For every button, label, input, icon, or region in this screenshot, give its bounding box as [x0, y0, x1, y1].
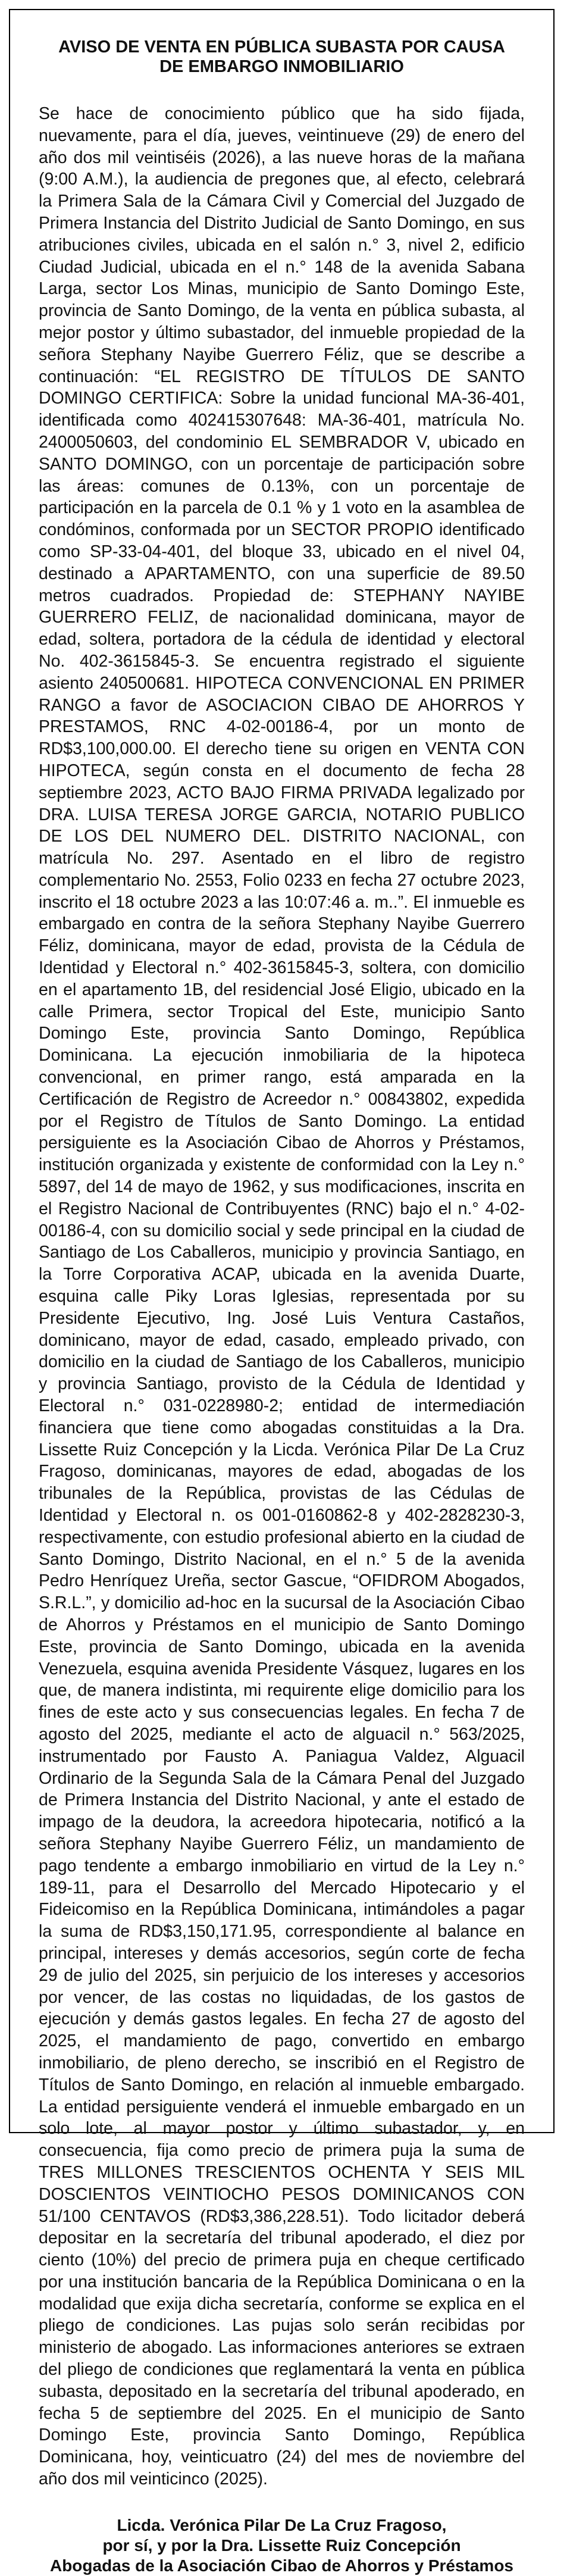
- notice-title: [39, 37, 525, 77]
- notice-title-line1: AVISO DE VENTA EN PÚBLICA SUBASTA POR CAUSA: [58, 37, 505, 57]
- signature-line2: por sí, y por la Dra. Lissette Ruiz Concepción: [102, 2536, 461, 2555]
- legal-notice: [9, 9, 555, 2575]
- signature-line1: Licda. Verónica Pilar De La Cruz Fragoso,: [117, 2515, 447, 2534]
- notice-signature: [39, 2515, 525, 2576]
- notice-title-line2: DE EMBARGO INMOBILIARIO: [159, 57, 404, 76]
- notice-body: Se hace de conocimiento público que ha sido fijada, nuevamente, para el día, jueves, veintinueve (29) de enero del año dos mil veintiséis (2026), a las nueve horas de la mañana (9:00 A.M.), la audiencia de pregones que, al efecto, celebrará la Primera Sala de la Cámara Civil y Comercial del Juzgado de Primera Instancia del Distrito Judicial de Santo Domingo, en sus atribuciones civiles, ubicada en el salón n.° 3, nivel 2, edificio Ciudad Judicial, ubicada en el n.° 148 de la avenida Sabana Larga, sector Los Minas, municipio de Santo Domingo Este, provincia de Santo Domingo, de la venta en pública subasta, al mejor postor y último subastador, del inmueble propiedad de la señora Stephany Nayibe Guerrero Féliz, que se describe a continuación: “EL REGISTRO DE TÍTULOS DE SANTO DOMINGO CERTIFICA: Sobre la unidad funcional MA-36-401, identificada como 402415307648: MA-36-401, matrícula No. 2400050603, del condominio EL SEMBRADOR V, ubicado en SANTO DOMINGO, con un porcentaje de participación sobre las áreas: comunes de 0.13%, con un porcentaje de participación en la parcela de 0.1 % y 1 voto en la asamblea de condóminos, conformada por un SECTOR PROPIO identificado como SP-33-04-401, del bloque 33, ubicado en el nivel 04, destinado a APARTAMENTO, con una superficie de 89.50 metros cuadrados. Propiedad de: STEPHANY NAYIBE GUERRERO FELIZ, de nacionalidad dominicana, mayor de edad, soltera, portadora de la cédula de identidad y electoral No. 402-3615845-3. Se encuentra registrado el siguiente asiento 240500681. HIPOTECA CONVENCIONAL EN PRIMER RANGO a favor de ASOCIACION CIBAO DE AHORROS Y PRESTAMOS, RNC 4-02-00186-4, por un monto de RD$3,100,000.00. El derecho tiene su origen en VENTA CON HIPOTECA, según consta en el documento de fecha 28 septiembre 2023, ACTO BAJO FIRMA PRIVADA legalizado por DRA. LUISA TERESA JORGE GARCIA, NOTARIO PUBLICO DE LOS DEL NUMERO DEL. DISTRITO NACIONAL, con matrícula No. 297. Asentado en el libro de registro complementario No. 2553, Folio 0233 en fecha 27 octubre 2023, inscrito el 18 octubre 2023 a las 10:07:46 a. m..”. El inmueble es embargado en contra de la señora Stephany Nayibe Guerrero Féliz, dominicana, mayor de edad, provista de la Cédula de Identidad y Electoral n.° 402-3615845-3, soltera, con domicilio en el apartamento 1B, del residencial José Eligio, ubicado en la calle Primera, sector Tropical del Este, municipio Santo Domingo Este, provincia Santo Domingo, República Dominicana. La ejecución inmobiliaria de la hipoteca convencional, en primer rango, está amparada en la Certificación de Registro de Acreedor n.° 00843802, expedida por el Registro de Títulos de Santo Domingo. La entidad persiguiente es la Asociación Cibao de Ahorros y Préstamos, institución organizada y existente de conformidad con la Ley n.° 5897, del 14 de mayo de 1962, y sus modificaciones, inscrita en el Registro Nacional de Contribuyentes (RNC) bajo el n.° 4-02-00186-4, con su domicilio social y sede principal en la ciudad de Santiago de Los Caballeros, municipio y provincia Santiago, en la Torre Corporativa ACAP, ubicada en la avenida Duarte, esquina calle Piky Loras Iglesias, representada por su Presidente Ejecutivo, Ing. José Luis Ventura Castaños, dominicano, mayor de edad, casado, empleado privado, con domicilio en la ciudad de Santiago de los Caballeros, municipio y provincia Santiago, provisto de la Cédula de Identidad y Electoral n.° 031-0228980-2; entidad de intermediación financiera que tiene como abogadas constituidas a la Dra. Lissette Ruiz Concepción y la Licda. Verónica Pilar De La Cruz Fragoso, dominicanas, mayores de edad, abogadas de los tribunales de la República, provistas de las Cédulas de Identidad y Electoral n. os 001-0160862-8 y 402-2828230-3, respectivamente, con estudio profesional abierto en la ciudad de Santo Domingo, Distrito Nacional, en el n.° 5 de la avenida Pedro Henríquez Ureña, sector Gascue, “OFIDROM Abogados, S.R.L.”, y domicilio ad-hoc en la sucursal de la Asociación Cibao de Ahorros y Préstamos en el municipio de Santo Domingo Este, provincia de Santo Domingo, ubicada en la avenida Venezuela, esquina avenida Presidente Vásquez, lugares en los que, de manera indistinta, mi requirente elige domicilio para los fines de este acto y sus consecuencias legales. En fecha 7 de agosto del 2025, mediante el acto de alguacil n.° 563/2025, instrumentado por Fausto A. Paniagua Valdez, Alguacil Ordinario de la Segunda Sala de la Cámara Penal del Juzgado de Primera Instancia del Distrito Nacional, y ante el estado de impago de la deudora, la acreedora hipotecaria, notificó a la señora Stephany Nayibe Guerrero Féliz, un mandamiento de pago tendente a embargo inmobiliario en virtud de la Ley n.° 189-11, para el Desarrollo del Mercado Hipotecario y el Fideicomiso en la República Dominicana, intimándoles a pagar la suma de RD$3,150,171.95, correspondiente al balance en principal, intereses y demás accesorios, según corte de fecha 29 de julio del 2025, sin perjuicio de los intereses y accesorios por vencer, de las costas no liquidadas, de los gastos de ejecución y demás gastos legales. En fecha 27 de agosto del 2025, el mandamiento de pago, convertido en embargo inmobiliario, de pleno derecho, se inscribió en el Registro de Títulos de Santo Domingo, en relación al inmueble embargado. La entidad persiguiente venderá el inmueble embargado en un solo lote, al mayor postor y último subastador, y, en consecuencia, fija como precio de primera puja la suma de TRES MILLONES TRESCIENTOS OCHENTA Y SEIS MIL DOSCIENTOS VEINTIOCHO PESOS DOMINICANOS CON 51/100 CENTAVOS (RD$3,386,228.51). Todo licitador deberá depositar en la secretaría del tribunal apoderado, el diez por ciento (10%) del precio de primera puja en cheque certificado por una institución bancaria de la República Dominicana o en la modalidad que exija dicha secretaría, conforme se explica en el pliego de condiciones. Las pujas solo serán recibidas por ministerio de abogado. Las informaciones anteriores se extraen del pliego de condiciones que reglamentará la venta en pública subasta, depositado en la secretaría del tribunal apoderado, en fecha 5 de septiembre del 2025. En el municipio de Santo Domingo Este, provincia Santo Domingo, República Dominicana, hoy, veinticuatro (24) del mes de noviembre del año dos mil veinticinco (2025).: [39, 104, 525, 2489]
- signature-line3: Abogadas de la Asociación Cibao de Ahorros y Préstamos: [49, 2556, 514, 2575]
